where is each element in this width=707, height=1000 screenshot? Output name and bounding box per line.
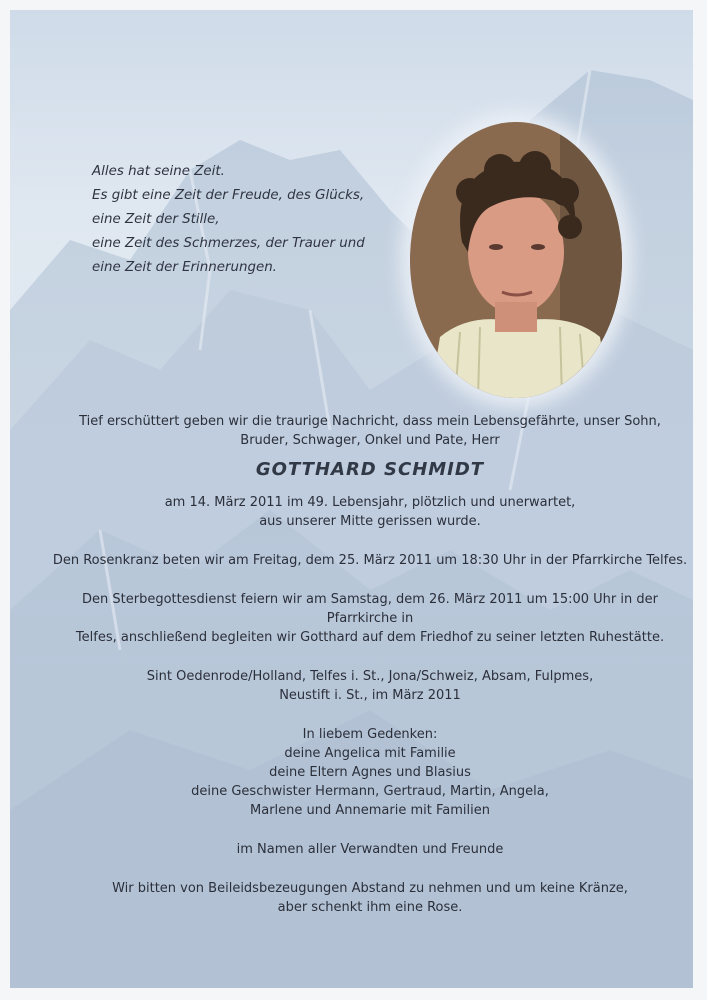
funeral-line: Den Sterbegottesdienst feiern wir am Samstag, dem 26. März 2011 um 15:00 Uhr in der Pfarrkirche in	[82, 592, 658, 626]
verse-line: eine Zeit des Schmerzes, der Trauer und	[92, 236, 365, 251]
memorial-verse	[92, 160, 392, 280]
mourners-line: Marlene und Annemarie mit Familien	[250, 803, 490, 818]
parte-sheet	[10, 10, 693, 988]
mourners-line: deine Angelica mit Familie	[284, 746, 456, 761]
death-line: am 14. März 2011 im 49. Lebensjahr, plötzlich und unerwartet,	[164, 495, 576, 510]
deceased-name: GOTTHARD SCHMIDT	[255, 459, 485, 480]
verse-line: eine Zeit der Stille,	[92, 212, 220, 227]
places-line: Sint Oedenrode/Holland, Telfes i. St., Jona/Schweiz, Absam, Fulpmes,	[146, 669, 594, 684]
announcement-line: Tief erschüttert geben wir die traurige Nachricht, dass mein Lebensgefährte, unser Sohn,	[79, 414, 661, 429]
verse-line: eine Zeit der Erinnerungen.	[92, 260, 277, 275]
rosary-info: Den Rosenkranz beten wir am Freitag, dem 25. März 2011 um 18:30 Uhr in der Pfarrkirche Telfes.	[52, 553, 688, 568]
mourners-line: deine Geschwister Hermann, Gertraud, Martin, Angela,	[191, 784, 549, 799]
funeral-line: Telfes, anschließend begleiten wir Gotthard auf dem Friedhof zu seiner letzten Ruhestätte.	[75, 630, 665, 645]
mourners-line: In liebem Gedenken:	[302, 727, 438, 742]
relatives-line: im Namen aller Verwandten und Freunde	[236, 842, 504, 857]
request-line: aber schenkt ihm eine Rose.	[277, 900, 463, 915]
verse-line: Es gibt eine Zeit der Freude, des Glücks,	[92, 188, 365, 203]
death-line: aus unserer Mitte gerissen wurde.	[259, 514, 481, 529]
portrait-photo	[410, 122, 622, 398]
announcement-body	[50, 412, 690, 917]
announcement-line: Bruder, Schwager, Onkel und Pate, Herr	[240, 433, 500, 448]
verse-line: Alles hat seine Zeit.	[92, 164, 225, 179]
mourners-line: deine Eltern Agnes und Blasius	[269, 765, 471, 780]
places-line: Neustift i. St., im März 2011	[279, 688, 461, 703]
request-line: Wir bitten von Beileidsbezeugungen Abstand zu nehmen und um keine Kränze,	[112, 881, 628, 896]
